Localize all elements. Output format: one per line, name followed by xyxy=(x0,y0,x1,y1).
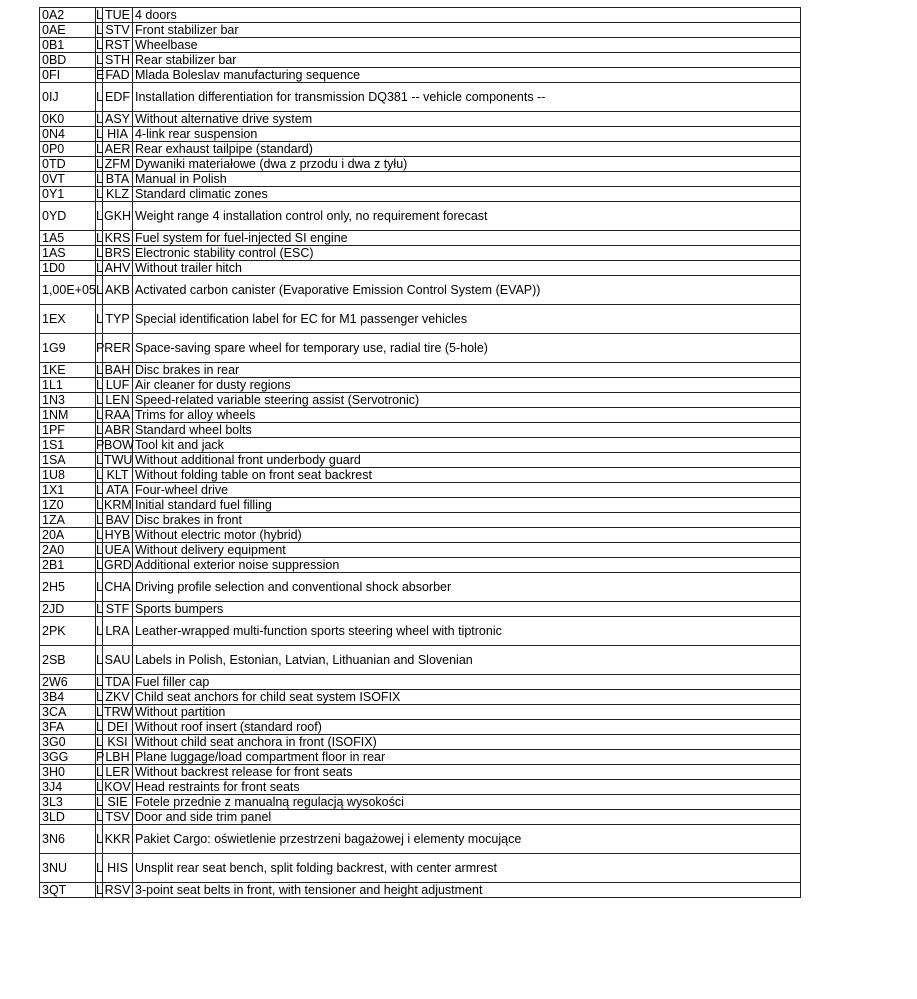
family-code-cell: LBH xyxy=(103,750,133,765)
option-code-cell: 0A2 xyxy=(40,8,96,23)
family-code-cell: BOW xyxy=(104,438,134,452)
option-code-cell: 0FI xyxy=(40,68,96,83)
description-cell: Rear stabilizer bar xyxy=(133,53,801,68)
table-row xyxy=(40,675,801,690)
option-code-cell: 0P0 xyxy=(40,142,96,157)
description-cell: 4-link rear suspension xyxy=(133,127,801,142)
description-cell: Fuel filler cap xyxy=(133,675,801,690)
family-code-cell: STF xyxy=(103,602,133,617)
option-code-cell: 1ZA xyxy=(40,513,96,528)
options-table-body xyxy=(40,8,801,898)
table-row xyxy=(40,558,801,573)
option-code-cell: 1NM xyxy=(40,408,96,423)
table-row xyxy=(40,750,801,765)
table-row xyxy=(40,795,801,810)
type-cell: L xyxy=(96,142,103,156)
type-cell: L xyxy=(96,854,103,883)
table-row xyxy=(40,187,801,202)
options-table xyxy=(39,7,801,898)
description-cell: Fuel system for fuel-injected SI engine xyxy=(133,231,801,246)
option-code-cell: 1D0 xyxy=(40,261,96,276)
table-row xyxy=(40,172,801,187)
family-code-cell: LER xyxy=(103,765,133,780)
table-row xyxy=(40,705,801,720)
description-cell: Child seat anchors for child seat system ISOFIX xyxy=(133,690,801,705)
family-code-cell: ASY xyxy=(103,112,133,127)
description-cell: Leather-wrapped multi-function sports steering wheel with tiptronic xyxy=(133,617,801,646)
table-row xyxy=(40,68,801,83)
description-cell: Initial standard fuel filling xyxy=(133,498,801,513)
family-code-cell: KKR xyxy=(103,825,133,854)
option-code-cell: 1L1 xyxy=(40,378,96,393)
option-code-cell: 0TD xyxy=(40,157,96,172)
type-cell: L xyxy=(96,363,103,377)
description-cell: Tool kit and jack xyxy=(133,438,801,453)
type-cell: L xyxy=(96,127,103,141)
table-row xyxy=(40,231,801,246)
description-cell: Dywaniki materiałowe (dwa z przodu i dwa z tyłu) xyxy=(133,157,801,172)
type-cell: L xyxy=(96,276,103,305)
description-cell: Manual in Polish xyxy=(133,172,801,187)
family-code-cell: LEN xyxy=(103,393,133,408)
family-code-cell: RST xyxy=(103,38,133,53)
type-cell: L xyxy=(96,498,103,512)
description-cell: Without child seat anchora in front (ISOFIX) xyxy=(133,735,801,750)
family-code-cell: SIE xyxy=(103,795,133,810)
family-code-cell: ZKV xyxy=(103,690,133,705)
description-cell: Wheelbase xyxy=(133,38,801,53)
description-cell: Trims for alloy wheels xyxy=(133,408,801,423)
type-cell: L xyxy=(96,483,103,497)
type-cell: L xyxy=(96,112,103,126)
type-cell: L xyxy=(96,393,103,407)
description-cell: Disc brakes in front xyxy=(133,513,801,528)
table-row xyxy=(40,573,801,602)
description-cell: Weight range 4 installation control only, no requirement forecast xyxy=(133,202,801,231)
table-row xyxy=(40,393,801,408)
type-cell: P xyxy=(96,750,105,764)
type-cell: L xyxy=(96,231,103,245)
table-row xyxy=(40,513,801,528)
family-code-cell: RAA xyxy=(103,408,133,423)
type-cell: L xyxy=(96,423,103,437)
type-cell: L xyxy=(96,157,103,171)
description-cell: Head restraints for front seats xyxy=(133,780,801,795)
table-row xyxy=(40,334,801,363)
type-cell: L xyxy=(96,187,103,201)
option-code-cell: 1EX xyxy=(40,305,96,334)
type-cell: L xyxy=(96,23,103,37)
table-row xyxy=(40,438,801,453)
table-row xyxy=(40,498,801,513)
table-row xyxy=(40,735,801,750)
table-row xyxy=(40,261,801,276)
type-cell: L xyxy=(96,468,103,482)
type-cell: L xyxy=(96,172,103,186)
description-cell: Standard wheel bolts xyxy=(133,423,801,438)
type-cell: L xyxy=(96,810,103,824)
type-cell: L xyxy=(96,675,103,689)
family-code-cell: STV xyxy=(103,23,133,38)
table-row xyxy=(40,408,801,423)
description-cell: Installation differentiation for transmission DQ381 -- vehicle components -- xyxy=(133,83,801,112)
description-cell: Without additional front underbody guard xyxy=(133,453,801,468)
type-cell: L xyxy=(96,53,103,67)
option-code-cell: 3FA xyxy=(40,720,96,735)
option-code-cell: 1KE xyxy=(40,363,96,378)
family-code-cell: STH xyxy=(103,53,133,68)
type-cell: L xyxy=(96,720,103,734)
family-code-cell: GKH xyxy=(103,202,133,231)
description-cell: Disc brakes in rear xyxy=(133,363,801,378)
table-row xyxy=(40,825,801,854)
family-code-cell: TDA xyxy=(103,675,133,690)
option-code-cell: 2B1 xyxy=(40,558,96,573)
description-cell: Without folding table on front seat backrest xyxy=(133,468,801,483)
type-cell: L xyxy=(96,825,103,854)
table-row xyxy=(40,453,801,468)
type-cell: L xyxy=(96,8,103,22)
family-code-cell: BRS xyxy=(103,246,133,261)
family-code-cell: ATA xyxy=(103,483,133,498)
type-cell: P xyxy=(96,334,103,363)
description-cell: Speed-related variable steering assist (Servotronic) xyxy=(133,393,801,408)
table-row xyxy=(40,765,801,780)
option-code-cell: 20A xyxy=(40,528,96,543)
type-cell: L xyxy=(96,305,103,334)
description-cell: Without backrest release for front seats xyxy=(133,765,801,780)
option-code-cell: 3J4 xyxy=(40,780,96,795)
type-cell: L xyxy=(96,795,103,809)
table-row xyxy=(40,8,801,23)
description-cell: Additional exterior noise suppression xyxy=(133,558,801,573)
type-cell: L xyxy=(96,705,103,719)
table-row xyxy=(40,246,801,261)
table-row xyxy=(40,690,801,705)
type-cell: L xyxy=(96,765,103,779)
table-row xyxy=(40,305,801,334)
type-cell: L xyxy=(96,883,103,897)
family-code-cell: EDF xyxy=(103,83,133,112)
family-code-cell: KRM xyxy=(104,498,132,512)
family-code-cell: AER xyxy=(103,142,133,157)
description-cell: Air cleaner for dusty regions xyxy=(133,378,801,393)
option-code-cell: 3B4 xyxy=(40,690,96,705)
table-row xyxy=(40,112,801,127)
family-code-cell: UEA xyxy=(103,543,133,558)
type-cell: L xyxy=(96,558,103,572)
description-cell: Without trailer hitch xyxy=(133,261,801,276)
type-cell: L xyxy=(96,246,103,260)
family-code-cell: ZFM xyxy=(103,157,133,172)
table-row xyxy=(40,617,801,646)
type-cell: L xyxy=(96,602,103,616)
description-cell: 3-point seat belts in front, with tensioner and height adjustment xyxy=(133,883,801,898)
table-row xyxy=(40,543,801,558)
table-row xyxy=(40,23,801,38)
table-row xyxy=(40,53,801,68)
option-code-cell: 0IJ xyxy=(40,83,96,112)
description-cell: Without alternative drive system xyxy=(133,112,801,127)
option-code-cell: 1S1 xyxy=(40,438,96,453)
type-cell: L xyxy=(96,261,103,275)
option-code-cell: 1U8 xyxy=(40,468,96,483)
option-code-cell: 3G0 xyxy=(40,735,96,750)
description-cell: Electronic stability control (ESC) xyxy=(133,246,801,261)
type-cell: L xyxy=(96,646,103,675)
description-cell: Without electric motor (hybrid) xyxy=(133,528,801,543)
family-code-cell: KSI xyxy=(103,735,133,750)
type-cell: L xyxy=(96,690,103,704)
family-code-cell: TSV xyxy=(103,810,133,825)
family-code-cell: LUF xyxy=(103,378,133,393)
option-code-cell: 3N6 xyxy=(40,825,96,854)
family-code-cell: AHV xyxy=(103,261,133,276)
description-cell: Driving profile selection and conventional shock absorber xyxy=(133,573,801,602)
option-code-cell: 2A0 xyxy=(40,543,96,558)
type-cell: L xyxy=(96,617,103,646)
table-row xyxy=(40,528,801,543)
type-cell: L xyxy=(96,453,103,467)
family-code-cell: RER xyxy=(103,334,133,363)
family-code-cell: TRW xyxy=(104,705,133,719)
type-cell: L xyxy=(96,573,103,602)
table-row xyxy=(40,854,801,883)
table-row xyxy=(40,157,801,172)
description-cell: Door and side trim panel xyxy=(133,810,801,825)
description-cell: Mlada Boleslav manufacturing sequence xyxy=(133,68,801,83)
family-code-cell: LRA xyxy=(103,617,133,646)
table-row xyxy=(40,483,801,498)
option-code-cell: 3LD xyxy=(40,810,96,825)
table-row xyxy=(40,423,801,438)
option-code-cell: 3NU xyxy=(40,854,96,883)
type-cell: L xyxy=(96,83,103,112)
type-cell: E xyxy=(96,68,105,82)
description-cell: Rear exhaust tailpipe (standard) xyxy=(133,142,801,157)
option-code-cell: 2JD xyxy=(40,602,96,617)
option-code-cell: 2SB xyxy=(40,646,96,675)
table-row xyxy=(40,883,801,898)
description-cell: Sports bumpers xyxy=(133,602,801,617)
table-row xyxy=(40,646,801,675)
table-row xyxy=(40,202,801,231)
type-cell: L xyxy=(96,780,103,794)
type-cell: L xyxy=(96,408,103,422)
family-code-cell: KLT xyxy=(103,468,133,483)
type-cell: L xyxy=(96,38,103,52)
option-code-cell: 1N3 xyxy=(40,393,96,408)
type-cell: P xyxy=(96,438,105,452)
option-code-cell: 3QT xyxy=(40,883,96,898)
option-code-cell: 0N4 xyxy=(40,127,96,142)
description-cell: Special identification label for EC for M1 passenger vehicles xyxy=(133,305,801,334)
family-code-cell: KRS xyxy=(103,231,133,246)
option-code-cell: 0Y1 xyxy=(40,187,96,202)
option-code-cell: 2W6 xyxy=(40,675,96,690)
description-cell: Fotele przednie z manualną regulacją wysokości xyxy=(133,795,801,810)
description-cell: Four-wheel drive xyxy=(133,483,801,498)
family-code-cell: CHA xyxy=(103,573,133,602)
table-row xyxy=(40,363,801,378)
description-cell: 4 doors xyxy=(133,8,801,23)
type-cell: L xyxy=(96,543,103,557)
table-row xyxy=(40,127,801,142)
family-code-cell: DEI xyxy=(103,720,133,735)
option-code-cell: 2PK xyxy=(40,617,96,646)
family-code-cell: BTA xyxy=(103,172,133,187)
option-code-cell: 1G9 xyxy=(40,334,96,363)
family-code-cell: BAV xyxy=(103,513,133,528)
option-code-cell: 3L3 xyxy=(40,795,96,810)
family-code-cell: BAH xyxy=(103,363,133,378)
option-code-cell: 0K0 xyxy=(40,112,96,127)
option-code-cell: 1SA xyxy=(40,453,96,468)
option-code-cell: 3CA xyxy=(40,705,96,720)
family-code-cell: GRD xyxy=(104,558,132,572)
table-row xyxy=(40,720,801,735)
family-code-cell: TYP xyxy=(103,305,133,334)
table-row xyxy=(40,38,801,53)
option-code-cell: 2H5 xyxy=(40,573,96,602)
table-row xyxy=(40,810,801,825)
description-cell: Pakiet Cargo: oświetlenie przestrzeni bagażowej i elementy mocujące xyxy=(133,825,801,854)
table-row xyxy=(40,468,801,483)
type-cell: L xyxy=(96,513,103,527)
family-code-cell: KOV xyxy=(104,780,131,794)
table-row xyxy=(40,83,801,112)
family-code-cell: RSV xyxy=(103,883,133,898)
table-row xyxy=(40,142,801,157)
description-cell: Without delivery equipment xyxy=(133,543,801,558)
family-code-cell: HYB xyxy=(103,528,133,543)
family-code-cell: ABR xyxy=(103,423,133,438)
family-code-cell: HIA xyxy=(103,127,133,142)
description-cell: Activated carbon canister (Evaporative Emission Control System (EVAP)) xyxy=(133,276,801,305)
option-code-cell: 0BD xyxy=(40,53,96,68)
option-code-cell: 0AE xyxy=(40,23,96,38)
description-cell: Labels in Polish, Estonian, Latvian, Lithuanian and Slovenian xyxy=(133,646,801,675)
option-code-cell: 0YD xyxy=(40,202,96,231)
type-cell: L xyxy=(96,378,103,392)
option-code-cell: 3H0 xyxy=(40,765,96,780)
table-row xyxy=(40,378,801,393)
family-code-cell: FAD xyxy=(103,68,133,83)
option-code-cell: 1X1 xyxy=(40,483,96,498)
option-code-cell: 1Z0 xyxy=(40,498,96,513)
description-cell: Space-saving spare wheel for temporary use, radial tire (5-hole) xyxy=(133,334,801,363)
type-cell: L xyxy=(96,202,103,231)
description-cell: Without roof insert (standard roof) xyxy=(133,720,801,735)
table-row xyxy=(40,780,801,795)
family-code-cell: TWU xyxy=(104,453,133,467)
table-row xyxy=(40,602,801,617)
description-cell: Standard climatic zones xyxy=(133,187,801,202)
option-code-cell: 3GG xyxy=(40,750,96,765)
description-cell: Without partition xyxy=(133,705,801,720)
description-cell: Plane luggage/load compartment floor in rear xyxy=(133,750,801,765)
description-cell: Unsplit rear seat bench, split folding backrest, with center armrest xyxy=(133,854,801,883)
option-code-cell: 1AS xyxy=(40,246,96,261)
family-code-cell: KLZ xyxy=(103,187,133,202)
family-code-cell: SAU xyxy=(103,646,133,675)
type-cell: L xyxy=(96,735,103,749)
option-code-cell: 1,00E+05 xyxy=(40,276,96,305)
option-code-cell: 1A5 xyxy=(40,231,96,246)
table-row xyxy=(40,276,801,305)
family-code-cell: TUE xyxy=(103,8,133,23)
family-code-cell: HIS xyxy=(103,854,133,883)
type-cell: L xyxy=(96,528,103,542)
option-code-cell: 0VT xyxy=(40,172,96,187)
description-cell: Front stabilizer bar xyxy=(133,23,801,38)
option-code-cell: 0B1 xyxy=(40,38,96,53)
family-code-cell: AKB xyxy=(103,276,133,305)
option-code-cell: 1PF xyxy=(40,423,96,438)
